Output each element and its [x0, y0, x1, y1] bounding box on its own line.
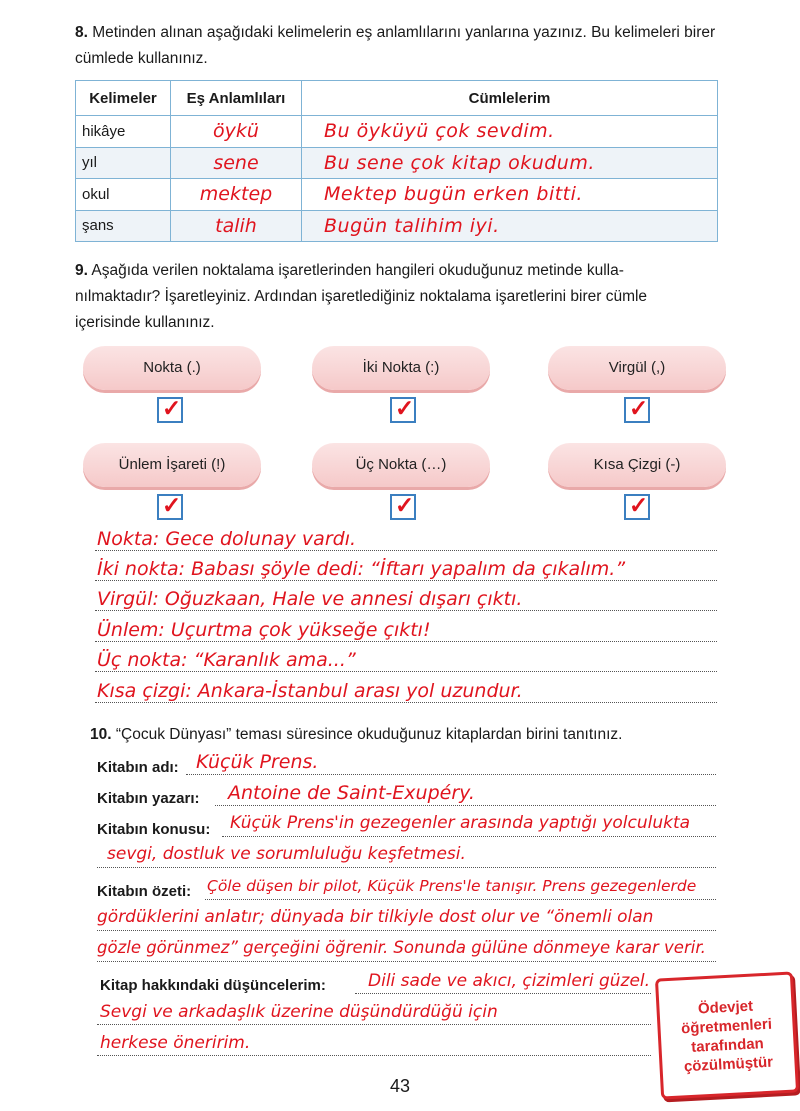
question-text-line: içerisinde kullanınız. [75, 314, 215, 331]
answer-line [186, 774, 716, 775]
sentence-cell[interactable]: Bu sene çok kitap okudum. [302, 147, 718, 179]
table-row [76, 210, 718, 242]
checkbox-hyphen[interactable] [624, 494, 650, 520]
punctuation-option-colon: İki Nokta (:) [312, 346, 490, 390]
book-summary-label: Kitabın özeti: [97, 883, 192, 900]
answer-text[interactable]: İki nokta: Babası şöyle dedi: “İftarı yapalım da çıkalım.” [97, 558, 626, 580]
answer-line [205, 899, 716, 900]
book-summary-answer[interactable]: gözle görünmez” gerçeğini öğrenir. Sonunda gülüne dönmeye karar verir. [97, 938, 706, 957]
stamp-line: öğretmenleri [680, 1015, 773, 1037]
answer-line [97, 1024, 651, 1025]
column-header: Kelimeler [76, 81, 171, 116]
answer-text[interactable]: Üç nokta: “Karanlık ama...” [97, 649, 356, 671]
question-10 [90, 722, 720, 748]
book-thoughts-answer[interactable]: herkese öneririm. [100, 1033, 251, 1053]
word-cell: yıl [76, 147, 171, 179]
synonym-cell[interactable]: öykü [171, 116, 302, 148]
question-number: 8. [75, 24, 88, 41]
book-thoughts-answer[interactable]: Sevgi ve arkadaşlık üzerine düşündürdüğü için [100, 1002, 498, 1022]
book-summary-answer[interactable]: gördüklerini anlatır; dünyada bir tilkiyle dost olur ve “önemli olan [97, 907, 654, 927]
answer-text[interactable]: Ünlem: Uçurtma çok yükseğe çıktı! [97, 619, 431, 641]
synonym-cell[interactable]: talih [171, 210, 302, 242]
answer-line [95, 610, 717, 611]
question-text: Metinden alınan aşağıdaki kelimelerin eş anlamlılarını yanlarına yazınız. Bu kelimeleri birer cümlede kullanınız. [75, 24, 716, 67]
question-text: “Çocuk Dünyası” teması süresince okuduğunuz kitaplardan birini tanıtınız. [115, 726, 623, 743]
stamp-line: tarafından [690, 1034, 765, 1056]
punctuation-option-period: Nokta (.) [83, 346, 261, 390]
book-thoughts-answer[interactable]: Dili sade ve akıcı, çizimleri güzel. [368, 971, 651, 991]
punctuation-option-exclamation: Ünlem İşareti (!) [83, 443, 261, 487]
book-topic-answer[interactable]: sevgi, dostluk ve sorumluluğu keşfetmesi. [107, 844, 466, 864]
checkbox-exclamation[interactable] [157, 494, 183, 520]
book-summary-answer[interactable]: Çöle düşen bir pilot, Küçük Prens'le tanışır. Prens gezegenlerde [207, 877, 697, 895]
table-row [76, 147, 718, 179]
sentence-cell[interactable]: Bu öyküyü çok sevdim. [302, 116, 718, 148]
answer-line [222, 836, 716, 837]
question-8 [75, 20, 720, 72]
book-thoughts-label: Kitap hakkındaki düşüncelerim: [100, 977, 326, 994]
synonym-cell[interactable]: sene [171, 147, 302, 179]
book-author-label: Kitabın yazarı: [97, 790, 200, 807]
answer-line [97, 867, 716, 868]
table-header-row [76, 81, 718, 116]
check-icon: ✓ [629, 395, 649, 421]
punctuation-option-hyphen: Kısa Çizgi (-) [548, 443, 726, 487]
checkbox-colon[interactable] [390, 397, 416, 423]
punctuation-option-comma: Virgül (,) [548, 346, 726, 390]
answer-line [97, 930, 716, 931]
table-row [76, 179, 718, 211]
check-icon: ✓ [395, 395, 415, 421]
check-icon: ✓ [162, 492, 182, 518]
stamp-line: çözülmüştür [683, 1053, 774, 1075]
checkbox-comma[interactable] [624, 397, 650, 423]
answer-line [95, 580, 717, 581]
checkbox-period[interactable] [157, 397, 183, 423]
synonyms-table [75, 80, 718, 242]
question-text-line: Aşağıda verilen noktalama işaretlerinden hangileri okuduğunuz metinde kulla- [91, 262, 624, 279]
answer-text[interactable]: Nokta: Gece dolunay vardı. [97, 528, 357, 550]
answer-line [97, 961, 716, 962]
synonym-cell[interactable]: mektep [171, 179, 302, 211]
answer-line [215, 805, 716, 806]
book-topic-label: Kitabın konusu: [97, 821, 211, 838]
column-header: Cümlelerim [302, 81, 718, 116]
check-icon: ✓ [395, 492, 415, 518]
table-row [76, 116, 718, 148]
sentence-cell[interactable]: Mektep bugün erken bitti. [302, 179, 718, 211]
word-cell: okul [76, 179, 171, 211]
sentence-cell[interactable]: Bugün talihim iyi. [302, 210, 718, 242]
word-cell: hikâye [76, 116, 171, 148]
book-topic-answer[interactable]: Küçük Prens'in gezegenler arasında yaptığı yolculukta [230, 813, 691, 833]
punctuation-option-ellipsis: Üç Nokta (…) [312, 443, 490, 487]
stamp-line: Ödevjet [697, 997, 754, 1017]
question-number: 9. [75, 262, 88, 279]
question-text-line: nılmaktadır? İşaretleyiniz. Ardından işaretlediğiniz noktalama işaretlerini birer cümle [75, 288, 648, 305]
question-number: 10. [90, 726, 112, 743]
answer-text[interactable]: Kısa çizgi: Ankara-İstanbul arası yol uzundur. [97, 680, 523, 702]
check-icon: ✓ [162, 395, 182, 421]
book-name-answer[interactable]: Küçük Prens. [196, 751, 319, 773]
answer-line [95, 702, 717, 703]
check-icon: ✓ [629, 492, 649, 518]
book-name-label: Kitabın adı: [97, 759, 179, 776]
answer-line [95, 671, 717, 672]
question-9 [75, 258, 720, 336]
book-author-answer[interactable]: Antoine de Saint-Exupéry. [228, 782, 475, 804]
answer-line [355, 993, 651, 994]
answer-text[interactable]: Virgül: Oğuzkaan, Hale ve annesi dışarı çıktı. [97, 588, 523, 610]
answer-line [95, 641, 717, 642]
checkbox-ellipsis[interactable] [390, 494, 416, 520]
column-header: Eş Anlamlıları [171, 81, 302, 116]
answer-line [95, 550, 717, 551]
word-cell: şans [76, 210, 171, 242]
answer-line [97, 1055, 651, 1056]
page-number: 43 [389, 1076, 411, 1096]
